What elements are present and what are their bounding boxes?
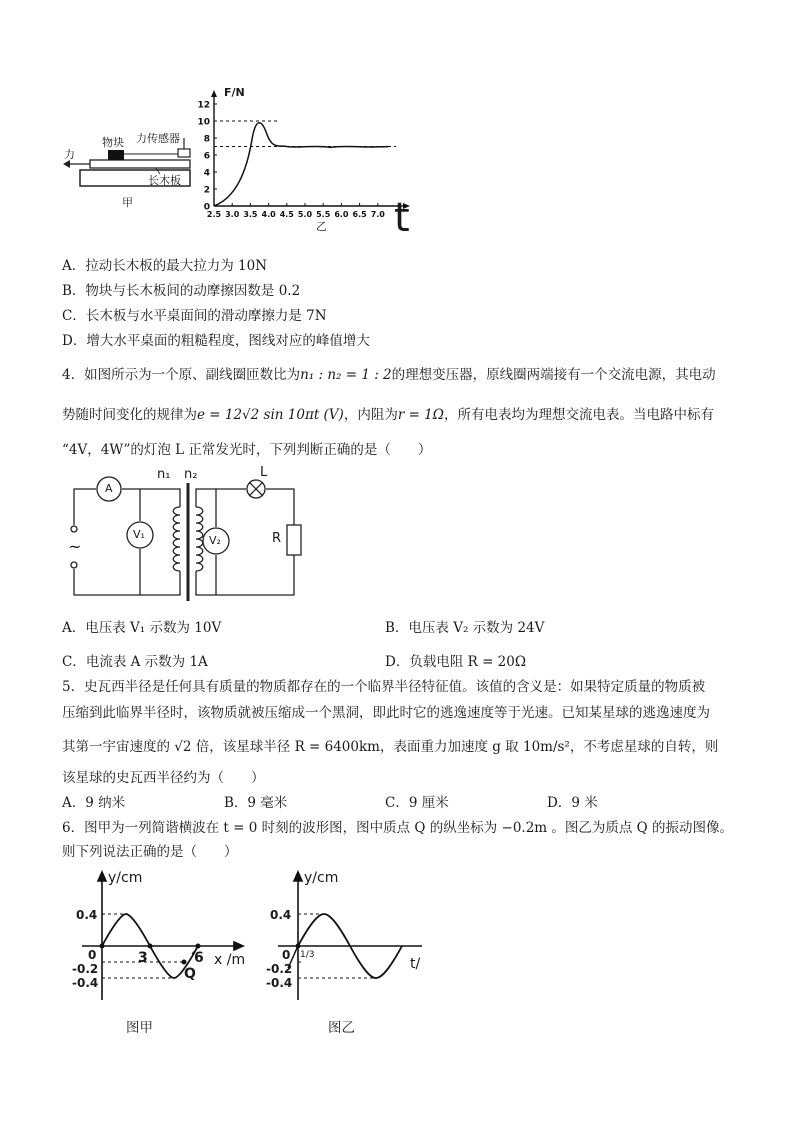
q5-option-c: C．9 厘米 [385, 795, 449, 811]
x-tick-label: 4.0 [261, 210, 276, 219]
x-tick-label: 6.5 [352, 210, 367, 219]
q4-ratio: n₁ : n₂ = 1 : 2 [300, 367, 392, 383]
q4-emf-formula: e = 12√2 sin 10πt (V) [197, 407, 344, 423]
q4-stem-line1 [62, 365, 716, 385]
lamp-label: L [260, 465, 268, 480]
x-tick-label: 3.0 [225, 210, 240, 219]
q4-text: 4．如图所示为一个原、副线圈匝数比为 [62, 367, 301, 383]
q4-option-a: A．电压表 V₁ 示数为 10V [62, 620, 222, 636]
q4-option-b: B．电压表 V₂ 示数为 24V [385, 620, 545, 636]
block-label: 物块 [102, 136, 124, 149]
force-curve [214, 123, 389, 206]
x-label: x /m [214, 952, 246, 968]
voltmeter-v2-label: V₂ [209, 534, 221, 547]
y-tick-0.4: 0.4 [76, 908, 98, 922]
q5-option-d: D．9 米 [547, 795, 598, 811]
y-tick-neg0.2: -0.2 [266, 962, 293, 976]
y-tick-label: 0 [203, 202, 210, 213]
q5-stem-line4: 该星球的史瓦西半径约为（ ） [62, 770, 265, 786]
ammeter-label: A [105, 482, 113, 495]
q5-option-a: A．9 纳米 [62, 795, 126, 811]
x-tick-label: 4.5 [279, 210, 294, 219]
y-label: y/cm [108, 870, 143, 886]
y-tick-neg0.4: -0.4 [72, 976, 99, 990]
n1-label: n₁ [157, 467, 171, 482]
x-tick-label: 3.5 [243, 210, 258, 219]
y-tick-label: 12 [197, 100, 210, 111]
q6-stem-line2: 则下列说法正确的是（ ） [62, 844, 238, 860]
force-time-graph [196, 86, 418, 248]
x-tick-label: 5.0 [297, 210, 313, 219]
q4-stem-line2 [62, 405, 714, 425]
q4-text: ，内阻为 [343, 407, 398, 423]
x-label: t/ [410, 956, 421, 972]
q3-option-a: A．拉动长木板的最大拉力为 10N [62, 258, 268, 274]
y-tick-label: 6 [203, 151, 210, 162]
q4-option-d: D．负载电阻 R = 20Ω [385, 654, 527, 670]
q5-stem-line2: 压缩到此临界半径时，该物质就被压缩成一个黑洞，即此时它的逃逸速度等于光速。已知某星球的逃逸速度为 [62, 705, 710, 721]
resistor-label: R [272, 531, 282, 546]
y-tick-label: 2 [203, 185, 210, 196]
y-tick-neg0.4: -0.4 [266, 976, 293, 990]
caption-graph-jia: 图甲 [126, 1020, 153, 1036]
q4-text: ，所有电表均为理想交流电表。当电路中标有 [443, 407, 714, 423]
q4-resistance: r = 1Ω [397, 407, 444, 423]
y-label: y/cm [304, 870, 339, 886]
figure-friction-apparatus [60, 122, 200, 212]
vibration-graph-yi [262, 868, 432, 1038]
x-tick-label: 5.5 [316, 210, 331, 219]
t-handwritten-label: t [394, 195, 410, 241]
board-label: 长木板 [148, 174, 181, 187]
transformer-circuit [60, 465, 310, 605]
x-tick-label: 6.0 [334, 210, 349, 219]
q4-text: 势随时间变化的规律为 [62, 407, 197, 423]
q4-text: 的理想变压器，原线圈两端接有一个交流电源，其电动 [391, 367, 716, 383]
n2-label: n₂ [184, 467, 198, 482]
voltmeter-v1-label: V₁ [133, 528, 145, 541]
caption-yi: 乙 [316, 220, 327, 233]
q5-stem-line1: 5．史瓦西半径是任何具有质量的物质都存在的一个临界半径特征值。该值的含义是：如果特定质量的物质被 [62, 679, 706, 695]
y-tick-0: 0 [88, 948, 97, 962]
ac-source-icon: ~ [68, 537, 82, 556]
q5-stem-line3: 其第一宇宙速度的 √2 倍，该星球半径 R = 6400km，表面重力加速度 g 取 10m/s²，不考虑星球的自转，则 [62, 739, 719, 755]
y-tick-label: 4 [203, 168, 210, 179]
sensor-label: 力传感器 [136, 132, 180, 145]
y-axis-label: F/N [224, 86, 245, 99]
y-tick-0: 0 [282, 948, 291, 962]
y-tick-label: 10 [197, 117, 210, 128]
figure-force-time-graph [196, 86, 418, 248]
y-tick-label: 8 [203, 134, 210, 145]
caption-jia: 甲 [122, 196, 133, 209]
x-tick-one-third: 1/3 [300, 950, 315, 960]
caption-graph-yi: 图乙 [328, 1020, 355, 1036]
x-tick-label: 7.0 [370, 210, 385, 219]
y-tick-0.4: 0.4 [270, 908, 292, 922]
x-tick-3: 3 [138, 950, 148, 966]
q4-option-c: C．电流表 A 示数为 1A [62, 654, 208, 670]
q5-option-b: B．9 毫米 [224, 795, 288, 811]
wave-graph-jia [66, 868, 256, 1038]
x-tick-label: 2.5 [206, 210, 222, 219]
q4-stem-line3: “4V，4W”的灯泡 L 正常发光时，下列判断正确的是（ ） [62, 442, 432, 458]
q6-stem-line1: 6．图甲为一列简谐横波在 t = 0 时刻的波形图，图中质点 Q 的纵坐标为 −0.2m 。图乙为质点 Q 的振动图像。 [62, 820, 734, 836]
q3-option-c: C．长木板与水平桌面间的滑动摩擦力是 7N [62, 308, 327, 324]
q3-option-b: B．物块与长木板间的动摩擦因数是 0.2 [62, 283, 301, 299]
point-q-label: Q [184, 966, 196, 982]
force-label: 力 [64, 148, 75, 161]
q3-option-d: D．增大水平桌面的粗糙程度，图线对应的峰值增大 [62, 333, 370, 349]
x-tick-6: 6 [194, 950, 204, 966]
y-axis-arrow [211, 90, 217, 97]
y-tick-neg0.2: -0.2 [72, 962, 99, 976]
